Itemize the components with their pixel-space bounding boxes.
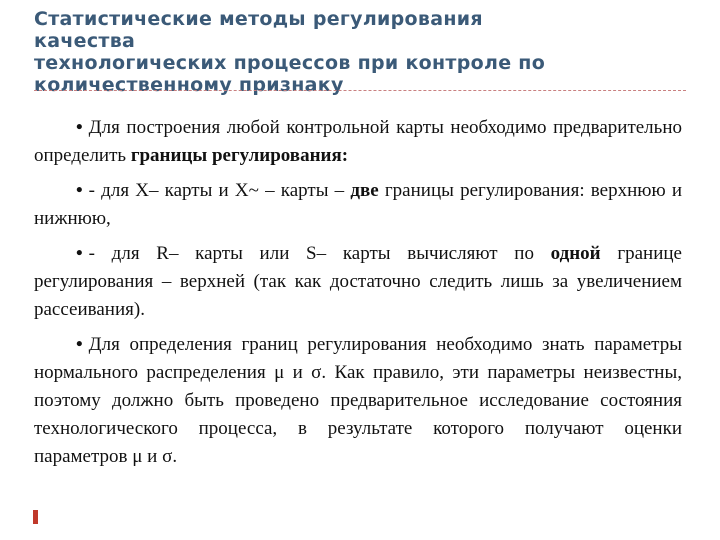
paragraph-4	[34, 331, 682, 471]
slide-title	[34, 8, 694, 96]
bullet-icon: •	[76, 243, 83, 264]
paragraph-1-bold: границы регулирования:	[130, 145, 349, 166]
paragraph-4-text: Для определения границ регулирования необходимо знать параметры нормального распределения μ и σ. Как правило, эти параметры неизвестны, поэтому должно быть проведено предварительное исследование состояния технологического процесса, в результате которого получают оценки параметров μ и σ.	[34, 334, 682, 467]
paragraph-3-text: - для R– карты или S– карты вычисляют по	[88, 243, 551, 264]
bullet-icon: •	[76, 180, 83, 201]
accent-mark	[33, 510, 38, 524]
title-divider	[34, 90, 686, 91]
title-line-1: Статистические методы регулирования	[34, 8, 483, 30]
bullet-icon: •	[76, 117, 83, 138]
paragraph-2-bold: две	[350, 180, 379, 201]
paragraph-2-text: - для X– карты и X~ – карты –	[88, 180, 351, 201]
title-line-2: качества	[34, 30, 136, 52]
paragraph-1	[34, 114, 682, 170]
bullet-icon: •	[76, 334, 83, 355]
paragraph-1-text: Для построения любой контрольной карты необходимо предварительно определить	[34, 117, 682, 166]
paragraph-3-tail: границе регулирования – верхней (так как достаточно следить лишь за увеличением рассеивания).	[34, 243, 682, 320]
slide-body	[34, 114, 682, 478]
paragraph-3-bold: одной	[550, 243, 601, 264]
paragraph-2	[34, 177, 682, 233]
title-line-4: количественному признаку	[34, 74, 344, 96]
title-line-3: технологических процессов при контроле по	[34, 52, 546, 74]
paragraph-3	[34, 240, 682, 324]
paragraph-2-tail: границы регулирования: верхнюю и нижнюю,	[34, 180, 683, 229]
